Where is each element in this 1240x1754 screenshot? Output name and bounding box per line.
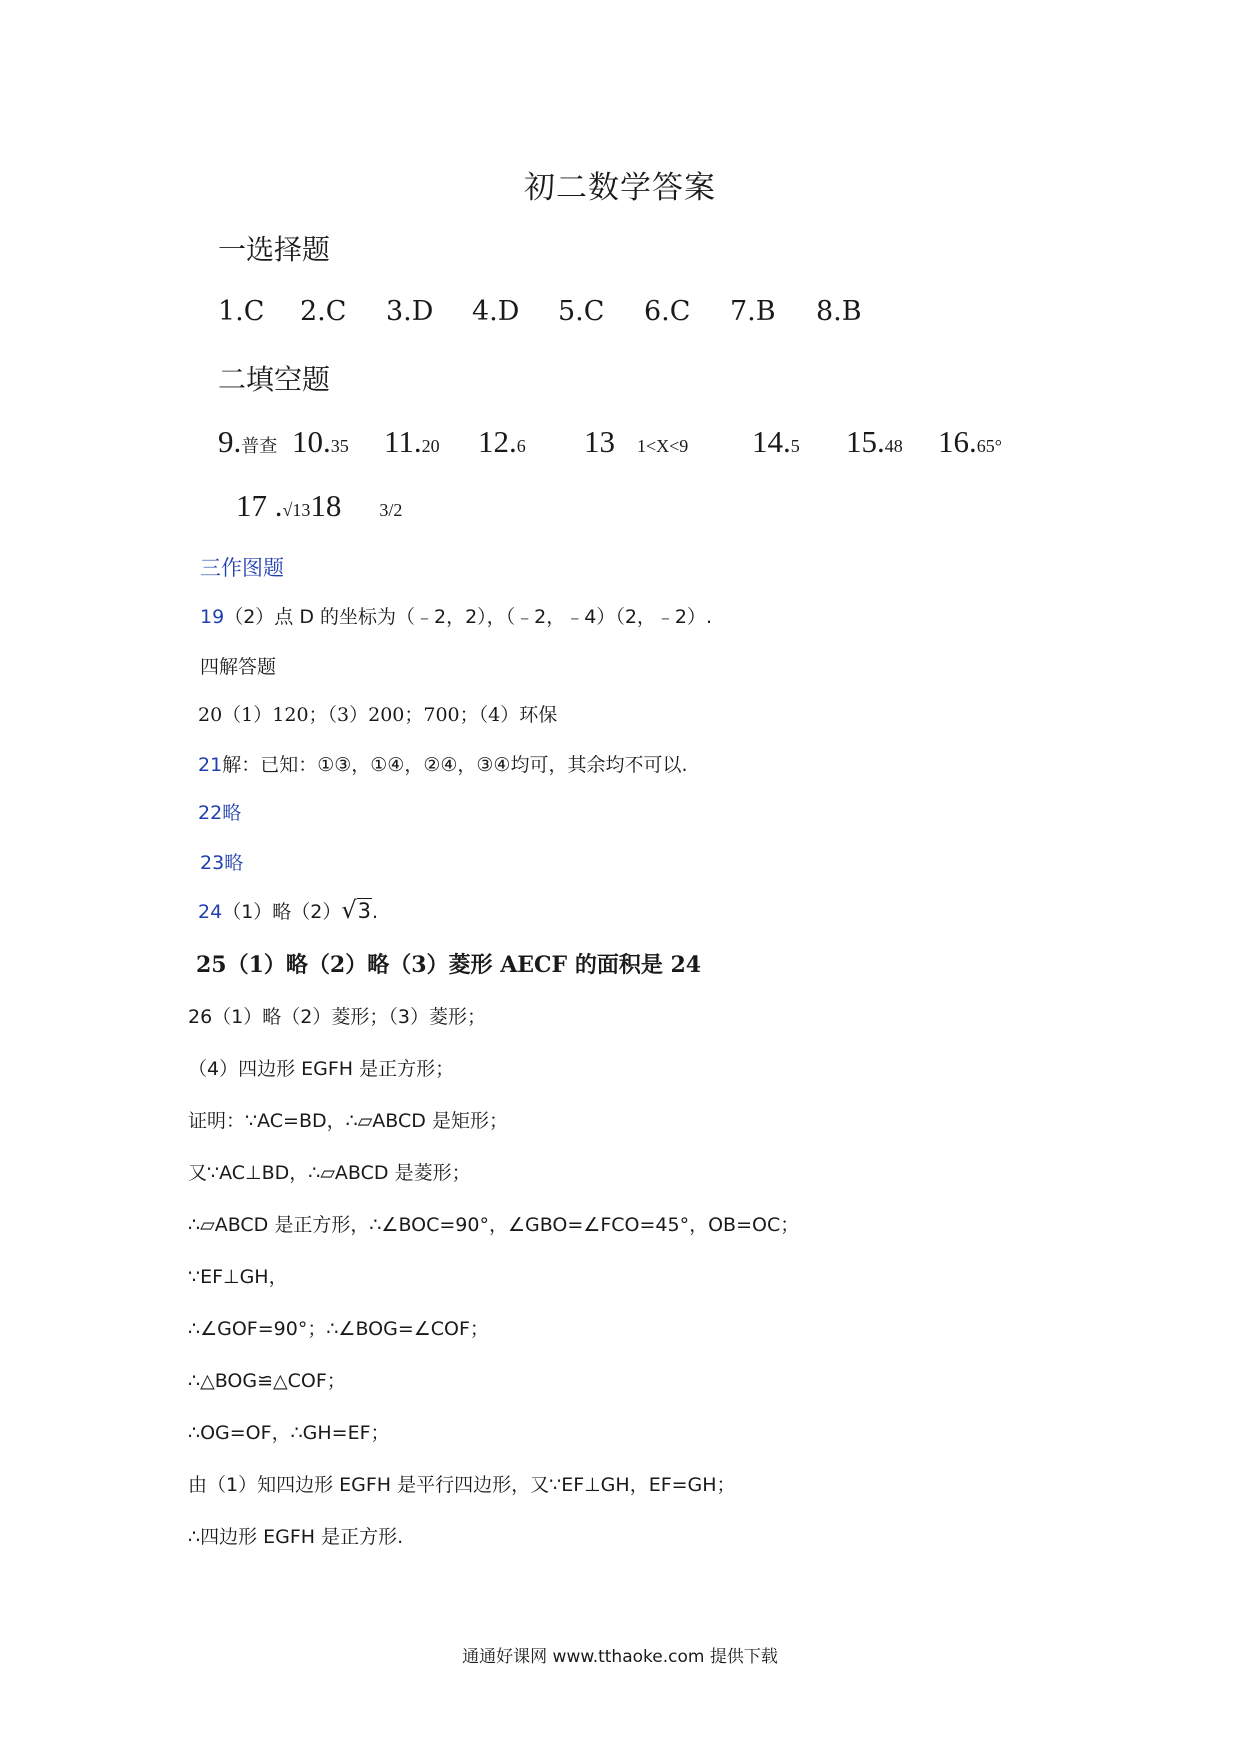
page-footer: 通通好课网 www.tthaoke.com 提供下载: [462, 1647, 778, 1667]
answer-24-number: 24: [198, 901, 223, 923]
answer-23-text: 略: [224, 852, 244, 874]
answer-26-line-8: ∴△BOG≌△COF；: [188, 1370, 346, 1392]
answer-24-text: （1）略（2）: [222, 901, 342, 923]
answer-26-line-9: ∴OG=OF，∴GH=EF；: [188, 1422, 390, 1444]
fill-q15: [846, 424, 903, 460]
mcq-answer-1: 1.C: [218, 296, 265, 327]
fill-q12-answer: 6: [516, 436, 526, 456]
answer-19-text: （2）点 D 的坐标为（﹣2，2），（﹣2，﹣4）（2，﹣2）.: [224, 606, 713, 628]
fill-q11-number: 11.: [384, 424, 422, 459]
fill-q10-number: 10.: [292, 424, 331, 459]
answer-24-radicand: 3: [357, 899, 372, 923]
answer-26-line-4: 又∵AC⊥BD，∴▱ABCD 是菱形；: [188, 1162, 471, 1184]
answer-21-text: 解：已知：①③，①④，②④，③④均可，其余均不可以.: [222, 754, 688, 776]
mcq-answer-3: 3.D: [386, 296, 434, 327]
answer-26-line-7: ∴∠GOF=90°；∴∠BOG=∠COF；: [188, 1318, 489, 1340]
answer-26-line-5: ∴▱ABCD 是正方形，∴∠BOC=90°，∠GBO=∠FCO=45°，OB=OC；: [188, 1214, 800, 1236]
mcq-answer-4: 4.D: [472, 296, 520, 327]
section-choice-heading: 一选择题: [218, 233, 331, 266]
sqrt-icon: √3: [341, 896, 372, 924]
fill-q17-sqrt-sign: √: [282, 500, 293, 520]
fill-q9-number: 9.: [218, 424, 242, 459]
fill-q14: [752, 424, 800, 460]
answer-21-number: 21: [198, 754, 223, 776]
fill-q12: [478, 424, 526, 460]
fill-q15-number: 15.: [846, 424, 885, 459]
answer-26-line-11: ∴四边形 EGFH 是正方形.: [188, 1526, 404, 1548]
answer-20: 20（1）120；（3）200；700；（4）环保: [198, 704, 558, 726]
answer-19-number: 19: [200, 606, 225, 628]
answer-24: [198, 896, 378, 924]
fill-q17-q18: [236, 488, 402, 524]
answer-22: [198, 798, 241, 825]
fill-q17-answer: 13: [292, 500, 311, 520]
answer-26-line-2: （4）四边形 EGFH 是正方形；: [188, 1058, 455, 1080]
fill-q13: [584, 424, 688, 460]
fill-q10-answer: 35: [330, 436, 349, 456]
fill-q11: [384, 424, 440, 460]
answer-26-line-6: ∵EF⊥GH，: [188, 1266, 288, 1288]
fill-q16: [938, 424, 1002, 460]
fill-q15-answer: 48: [884, 436, 903, 456]
answer-19: [200, 602, 712, 629]
fill-q16-answer: 65°: [976, 436, 1002, 456]
section-fill-heading: 二填空题: [218, 363, 331, 396]
answer-26-line-1: 26（1）略（2）菱形；（3）菱形；: [188, 1006, 486, 1028]
mcq-answer-7: 7.B: [730, 296, 776, 327]
fill-q13-number: 13: [584, 424, 615, 459]
fill-q10: [292, 424, 349, 460]
fill-q14-number: 14.: [752, 424, 791, 459]
answer-24-tail: .: [372, 901, 379, 923]
mcq-answer-2: 2.C: [300, 296, 347, 327]
section-drawing-heading: 三作图题: [200, 556, 284, 580]
section-solution-heading: 四解答题: [200, 656, 277, 678]
fill-q18-number: 18: [310, 488, 342, 523]
page-title: 初二数学答案: [524, 170, 716, 206]
mcq-answer-6: 6.C: [644, 296, 691, 327]
answer-22-text: 略: [222, 802, 242, 824]
mcq-answer-5: 5.C: [558, 296, 605, 327]
mcq-answers: [218, 296, 918, 336]
fill-q16-number: 16.: [938, 424, 977, 459]
fill-q14-answer: 5: [790, 436, 800, 456]
answer-21: [198, 750, 688, 777]
answer-22-number: 22: [198, 802, 223, 824]
fill-q9-answer: 普查: [241, 436, 278, 456]
mcq-answer-8: 8.B: [816, 296, 862, 327]
fill-q9: [218, 424, 277, 460]
fill-q17-number: 17 .: [236, 488, 283, 523]
answer-26-line-3: 证明：∵AC=BD，∴▱ABCD 是矩形；: [188, 1110, 508, 1132]
fill-q12-number: 12.: [478, 424, 517, 459]
answer-23: [200, 848, 243, 875]
fill-q18-answer: 3/2: [379, 500, 403, 520]
answer-26-line-10: 由（1）知四边形 EGFH 是平行四边形，又∵EF⊥GH，EF=GH；: [188, 1474, 736, 1496]
fill-q13-answer: 1<X<9: [637, 436, 689, 456]
answer-23-number: 23: [200, 852, 225, 874]
answer-25: 25（1）略（2）略（3）菱形 AECF 的面积是 24: [196, 952, 702, 978]
fill-q11-answer: 20: [421, 436, 440, 456]
